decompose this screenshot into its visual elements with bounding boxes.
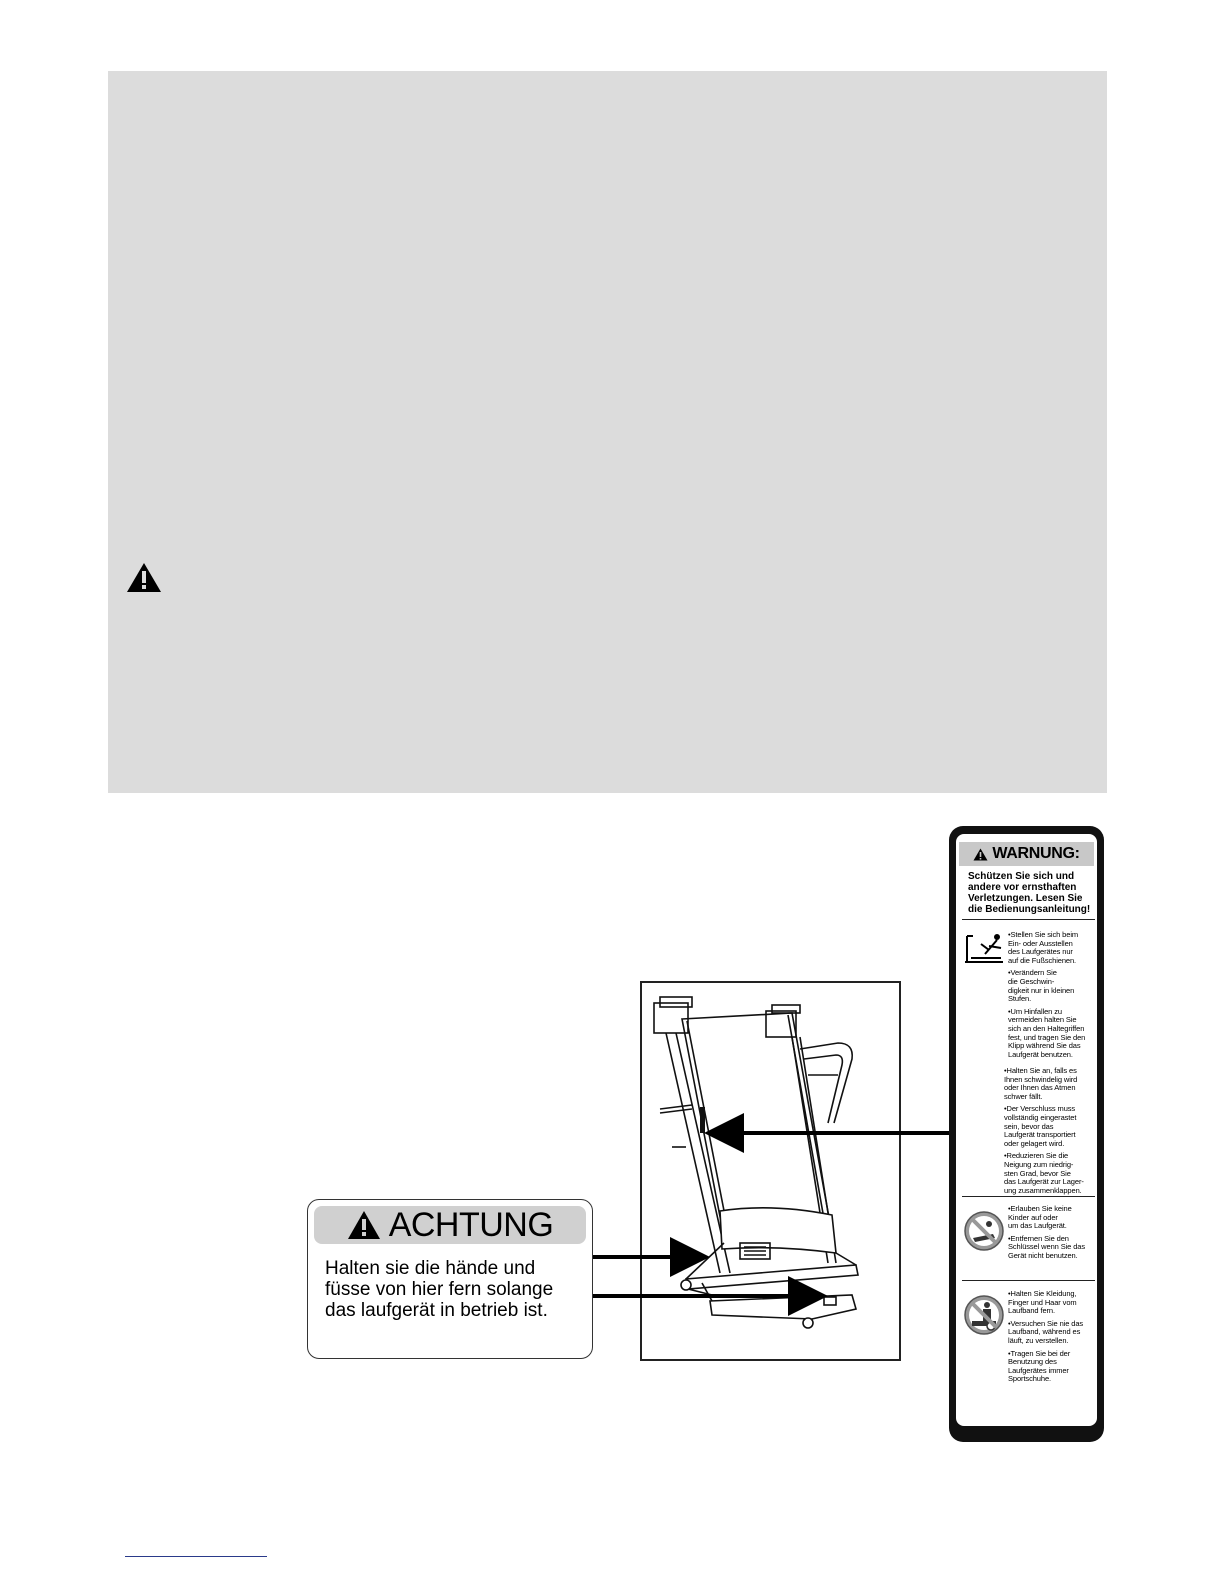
warnung-section-1	[1008, 931, 1096, 1063]
grey-text-panel	[108, 71, 1107, 793]
bullet: •Stellen Sie sich beim Ein- oder Ausstellen des Laufgerätes nur auf die Fußschienen.	[1008, 930, 1079, 965]
warnung-header	[959, 842, 1094, 866]
bullet: •Verändern Sie die Geschwin- digkeit nur in kleinen Stufen.	[1008, 968, 1075, 1004]
bullet: •Versuchen Sie nie das Laufband, während es läuft, zu verstellen.	[1008, 1318, 1084, 1345]
warnung-section-3	[1008, 1290, 1096, 1388]
treadmill-fall-icon	[963, 932, 1005, 966]
bullet: •Tragen Sie bei der Benutzung des Laufgerätes immer Sportschuhe.	[1008, 1348, 1071, 1384]
no-children-icon	[963, 1210, 1005, 1252]
achtung-text: Halten sie die hände und füsse von hier fern solange das laufgerät in betrieb ist.	[325, 1258, 554, 1321]
achtung-label	[307, 1199, 593, 1359]
divider	[962, 1196, 1095, 1197]
warnung-section-1b	[1004, 1067, 1092, 1199]
folded-treadmill-icon	[642, 983, 899, 1359]
bullet: •Der Verschluss muss vollständig eingerastet sein, bevor das Laufgerät transportiert oder gelagert wird.	[1004, 1104, 1077, 1148]
warning-triangle-icon	[973, 848, 988, 861]
warnung-label-body	[956, 834, 1097, 1426]
bullet: •Um Hinfallen zu vermeiden halten Sie sich an den Haltegriffen fest, und tragen Sie den Klipp während Sie das Laufgerät benutzen.	[1008, 1006, 1086, 1059]
belt-hazard-icon	[963, 1294, 1005, 1336]
bullet: •Erlauben Sie keine Kinder auf oder um das Laufgerät.	[1008, 1204, 1072, 1231]
achtung-header	[314, 1206, 586, 1244]
bullet: •Halten Sie an, falls es Ihnen schwindelig wird oder Ihnen das Atmen schwer fällt.	[1004, 1066, 1078, 1101]
treadmill-illustration	[640, 981, 901, 1361]
warning-triangle-icon	[126, 562, 162, 593]
warnung-section-2	[1008, 1205, 1096, 1265]
divider	[962, 919, 1095, 920]
warning-triangle-icon	[347, 1210, 381, 1240]
warnung-intro: Schützen Sie sich und andere vor ernsthaften Verletzungen. Lesen Sie die Bedienungsanleitung!	[968, 871, 1091, 915]
footer-line	[125, 1556, 267, 1557]
warnung-label	[949, 826, 1104, 1442]
achtung-title: ACHTUNG	[388, 1206, 554, 1244]
warnung-title: WARNUNG:	[992, 845, 1080, 862]
divider	[962, 1280, 1095, 1281]
bullet: •Entfernen Sie den Schlüssel wenn Sie das Gerät nicht benutzen.	[1008, 1233, 1086, 1260]
bullet: •Halten Sie Kleidung, Finger und Haar vom Laufband fern.	[1008, 1289, 1077, 1316]
bullet: •Reduzieren Sie die Neigung zum niedrig- sten Grad, bevor Sie das Laufgerät zur Lager- ung zusammenklappen.	[1004, 1151, 1084, 1195]
